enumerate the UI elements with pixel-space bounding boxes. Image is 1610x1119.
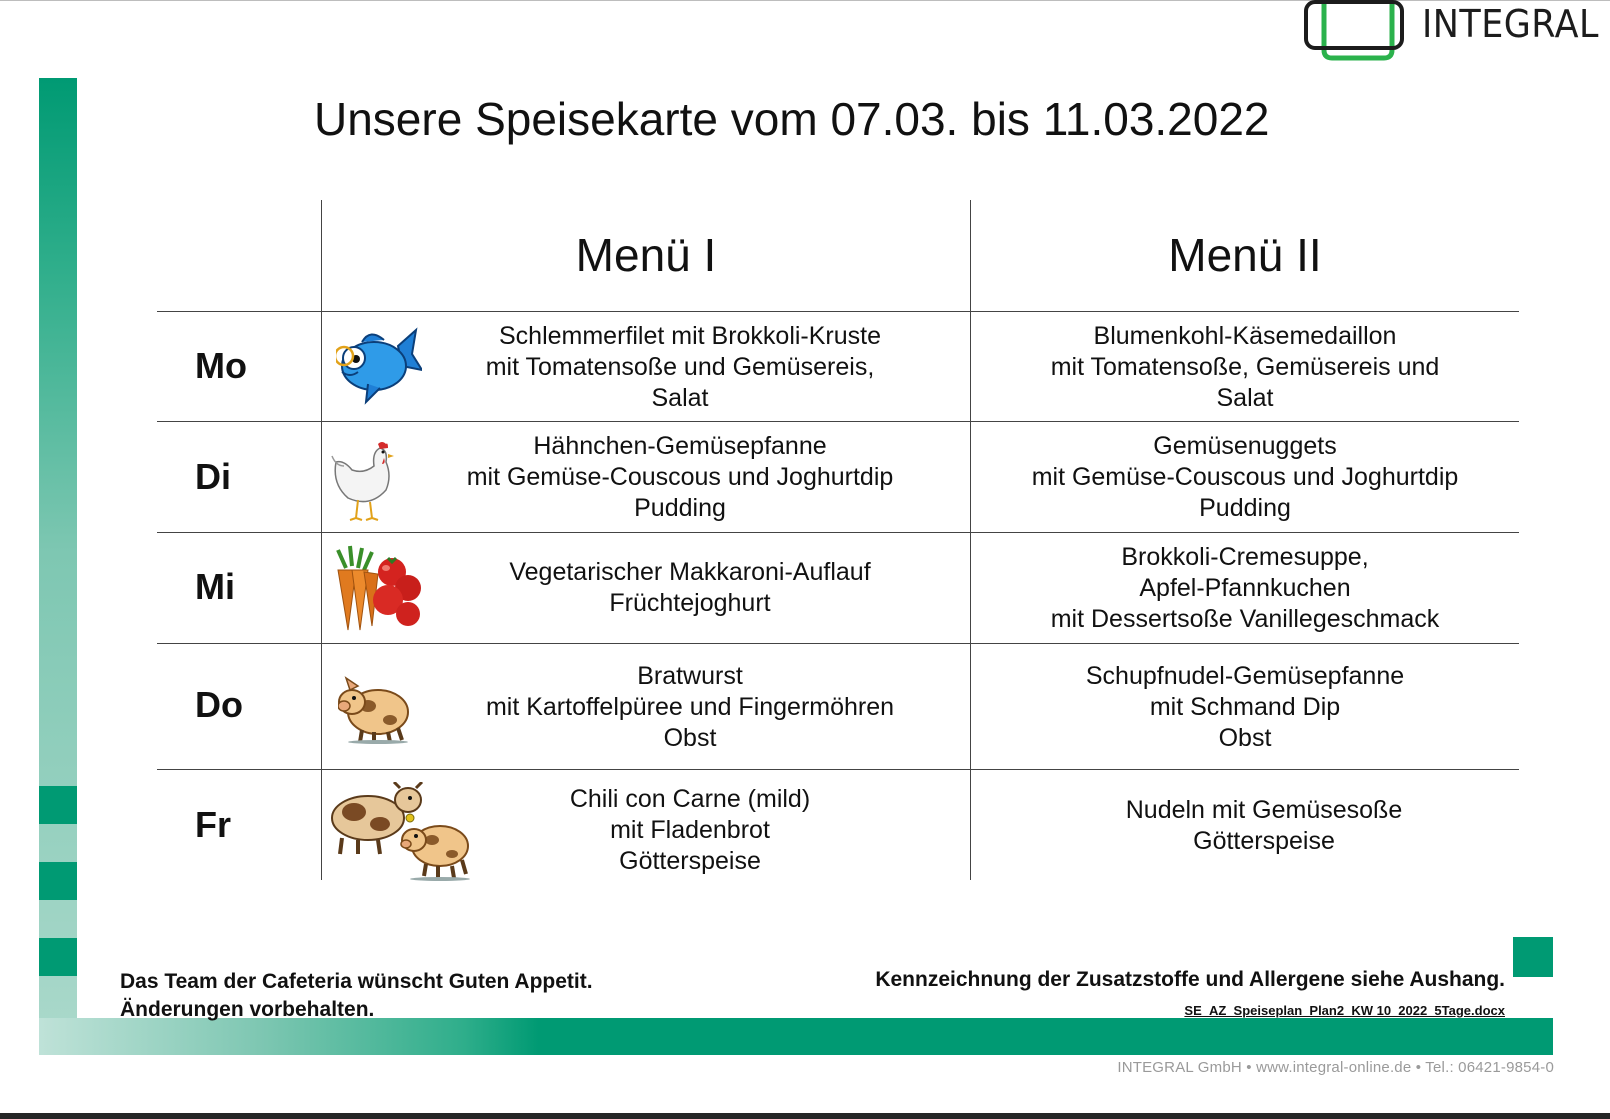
menu1-cell-di: [420, 431, 940, 524]
left-accent-block: [39, 938, 77, 976]
vegetables-icon: [328, 544, 424, 632]
menu2-line: Götterspeise: [1193, 827, 1335, 855]
menu2-line: Schupfnudel-Gemüsepfanne: [1085, 662, 1405, 690]
table-divider-horizontal: [157, 532, 1519, 533]
document-filename: SE_AZ_Speiseplan_Plan2_KW 10_2022_5Tage.docx: [1184, 1003, 1505, 1018]
menu1-cell-mo: [420, 321, 940, 414]
day-label-fr: Fr: [195, 804, 231, 845]
menu2-line: Nudeln mit Gemüsesoße: [1125, 796, 1403, 824]
table-divider-horizontal: [157, 769, 1519, 770]
menu1-line: Chili con Carne (mild): [569, 785, 811, 813]
logo-mark-icon: [1302, 0, 1422, 64]
menu1-line: Schlemmerfilet mit Brokkoli-Kruste: [498, 322, 882, 350]
menu1-line: Bratwurst: [637, 662, 743, 690]
day-label-di: Di: [195, 456, 231, 497]
allergen-notice: Kennzeichnung der Zusatzstoffe und Allergene siehe Aushang.: [875, 968, 1505, 991]
right-accent-square: [1513, 937, 1553, 977]
left-accent-block: [39, 786, 77, 824]
fish-icon: [336, 326, 422, 408]
bottom-divider: [0, 1113, 1610, 1119]
menu2-line: Salat: [1216, 384, 1274, 412]
table-divider-vertical: [970, 200, 971, 880]
menu2-line: mit Gemüse-Couscous und Joghurtdip: [1031, 463, 1459, 491]
menu2-cell-do: [971, 661, 1519, 754]
menu1-cell-do: [430, 661, 950, 754]
menu1-line: mit Tomatensoße und Gemüsereis,: [485, 353, 875, 381]
pig-icon: [338, 676, 412, 744]
day-label-do: Do: [195, 684, 243, 725]
menu2-cell-fr: [990, 795, 1538, 857]
footer-note: [120, 968, 593, 1024]
day-label-mi: Mi: [195, 566, 235, 607]
menu1-cell-mi: [430, 557, 950, 619]
logo-wordmark: INTEGRAL: [1422, 2, 1599, 46]
menu1-line: Salat: [651, 384, 709, 412]
menu2-line: mit Dessertsoße Vanillegeschmack: [1050, 605, 1440, 633]
menu1-line: mit Fladenbrot: [610, 816, 770, 844]
left-accent-block: [39, 862, 77, 900]
menu2-line: mit Schmand Dip: [1149, 693, 1341, 721]
footer-greeting: Das Team der Cafeteria wünscht Guten Appetit.: [120, 970, 593, 993]
table-divider-vertical: [321, 200, 322, 880]
company-contact: INTEGRAL GmbH • www.integral-online.de • Tel.: 06421-9854-0: [1117, 1059, 1554, 1076]
menu2-line: mit Tomatensoße, Gemüsereis und: [1050, 353, 1440, 381]
menu2-cell-mi: [971, 542, 1519, 635]
table-divider-horizontal: [157, 643, 1519, 644]
column-header-menu-2: Menü II: [1168, 229, 1322, 281]
footer-disclaimer: Änderungen vorbehalten.: [120, 998, 375, 1021]
menu2-line: Obst: [1218, 724, 1272, 752]
menu2-line: Brokkoli-Cremesuppe,: [1121, 543, 1369, 571]
chicken-icon: [330, 440, 402, 522]
day-label-mo: Mo: [195, 345, 247, 386]
menu2-line: Pudding: [1199, 494, 1291, 522]
integral-logo: [1302, 0, 1599, 64]
table-divider-horizontal: [157, 421, 1519, 422]
menu2-cell-mo: [971, 321, 1519, 414]
menu1-line: Obst: [663, 724, 717, 752]
menu1-line: Hähnchen-Gemüsepfanne: [533, 432, 827, 460]
page-title: Unsere Speisekarte vom 07.03. bis 11.03.2022: [314, 93, 1270, 145]
column-header-menu-1: Menü I: [575, 229, 717, 281]
menu1-line: Früchtejoghurt: [609, 589, 771, 617]
menu1-cell-fr: [430, 784, 950, 877]
menu1-line: mit Gemüse-Couscous und Joghurtdip: [466, 463, 894, 491]
menu1-line: mit Kartoffelpüree und Fingermöhren: [485, 693, 895, 721]
menu2-line: Gemüsenuggets: [1153, 432, 1337, 460]
menu2-line: Blumenkohl-Käsemedaillon: [1093, 322, 1397, 350]
menu1-line: Götterspeise: [619, 847, 761, 875]
menu1-line: Vegetarischer Makkaroni-Auflauf: [509, 558, 871, 586]
menu2-line: Apfel-Pfannkuchen: [1139, 574, 1351, 602]
menu1-line: Pudding: [634, 494, 726, 522]
table-divider-horizontal: [157, 311, 1519, 312]
menu2-cell-di: [971, 431, 1519, 524]
